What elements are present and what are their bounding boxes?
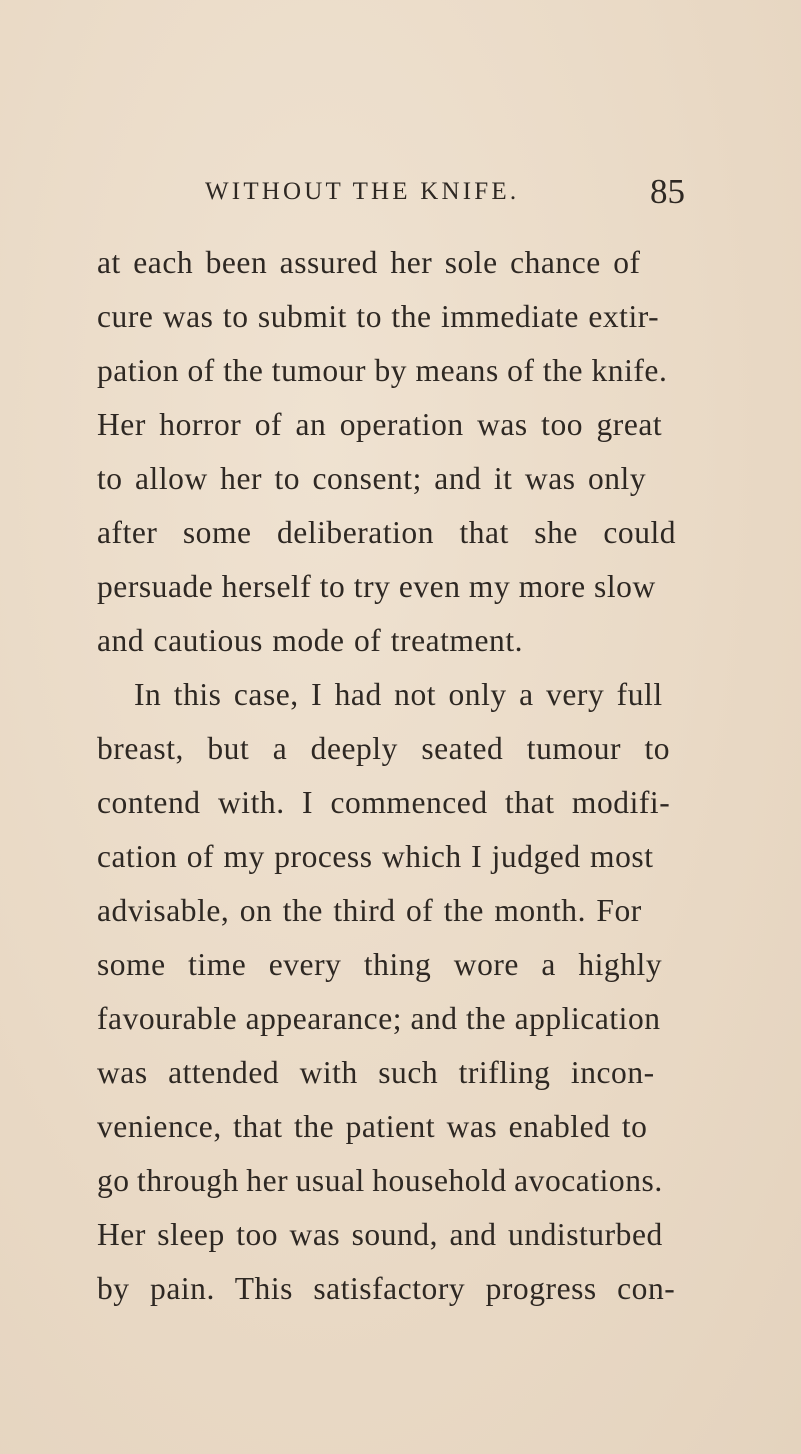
text-line: cure was to submit to the immediate extir- [97,299,660,334]
text-line: to allow her to consent; and it was only [97,461,647,496]
text-line: cation of my process which I judged most [97,839,654,874]
text-line: Her horror of an operation was too great [97,407,663,442]
text-line: breast, but a deeply seated tumour to [97,731,671,766]
text-line: pation of the tumour by means of the knife. [97,353,668,388]
text-line: venience, that the patient was enabled to [97,1109,648,1144]
text-line: In this case, I had not only a very full [134,677,663,712]
text-line: after some deliberation that she could [97,515,677,550]
text-line: Her sleep too was sound, and undisturbed [97,1217,663,1252]
text-line: contend with. I commenced that modifi- [97,785,671,820]
text-line: some time every thing wore a highly [97,947,663,982]
running-head [205,172,685,216]
text-line: by pain. This satisfactory progress con- [97,1271,676,1306]
page-number: 85 [650,172,685,211]
text-line: was attended with such trifling incon- [97,1055,655,1090]
text-line: advisable, on the third of the month. For [97,893,642,928]
text-line: and cautious mode of treatment. [97,623,524,658]
text-line: at each been assured her sole chance of [97,245,641,280]
text-line: persuade herself to try even my more slow [97,569,656,604]
text-line: favourable appearance; and the application [97,1001,661,1036]
running-title: WITHOUT THE KNIFE. [205,178,520,205]
text-line: go through her usual household avocations. [97,1163,663,1198]
